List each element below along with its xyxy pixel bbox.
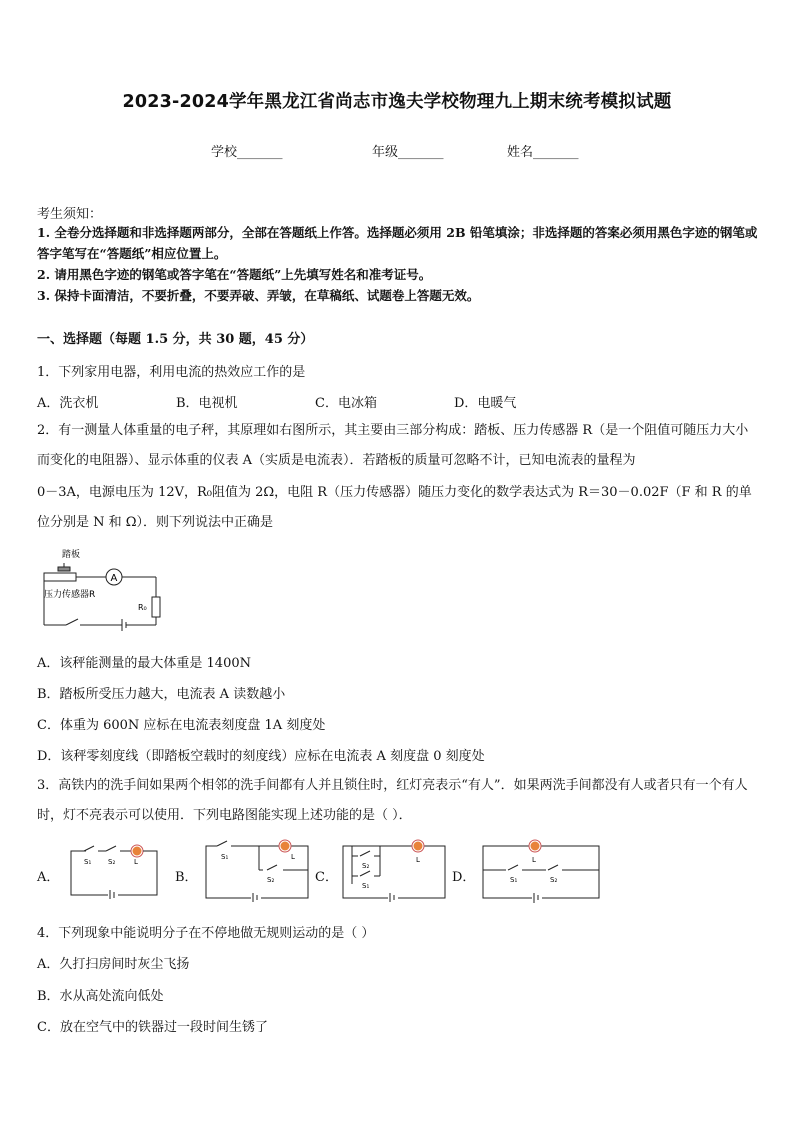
q2-option-a: A．该秤能测量的最大体重是 1400N bbox=[37, 656, 251, 671]
q1-stem: 1．下列家用电器，利用电流的热效应工作的是 bbox=[37, 365, 306, 380]
svg-text:R₀: R₀ bbox=[138, 603, 147, 612]
svg-text:S₁: S₁ bbox=[221, 853, 229, 861]
svg-text:S₁: S₁ bbox=[510, 876, 518, 884]
grade-field: 年级_______ bbox=[372, 145, 444, 160]
q2-stem-2: 0－3A，电源电压为 12V，R₀阻值为 2Ω，电阻 R（压力传感器）随压力变化的数学表达式为 R＝30－0.02F（F 和 R 的单位分别是 N 和 Ω）．则下列说法中正确是 bbox=[37, 485, 752, 530]
q4-stem: 4．下列现象中能说明分子在不停地做无规则运动的是（ ） bbox=[37, 926, 375, 941]
q1-option-d: D．电暖气 bbox=[454, 396, 517, 411]
section-heading: 一、选择题（每题 1.5 分，共 30 题，45 分） bbox=[37, 332, 314, 347]
q1-option-b: B．电视机 bbox=[176, 396, 238, 411]
q2-option-b: B．踏板所受压力越大，电流表 A 读数越小 bbox=[37, 687, 286, 702]
q3-circuit-b bbox=[203, 838, 313, 902]
q2-circuit-figure bbox=[38, 545, 163, 637]
school-field: 学校_______ bbox=[211, 145, 283, 160]
switch-icon bbox=[66, 619, 78, 625]
svg-text:S₂: S₂ bbox=[550, 876, 558, 884]
q2-stem-1: 2．有一测量人体重量的电子秤，其原理如右图所示，其主要由三部分构成：踏板、压力传感器 R（是一个阻值可随压力大小而变化的电阻器）、显示体重的仪表 A（实质是电流表）．若踏板的质量可忽略不计，已知电流表的量程为 bbox=[37, 423, 749, 468]
q3-option-c-label: C． bbox=[315, 870, 338, 885]
svg-text:S₂: S₂ bbox=[362, 862, 370, 870]
sensor-label: 压力传感器R bbox=[44, 590, 96, 600]
q3-circuit-c bbox=[340, 838, 450, 902]
svg-text:L: L bbox=[134, 858, 138, 866]
name-field: 姓名_______ bbox=[507, 145, 579, 160]
svg-text:S₂: S₂ bbox=[267, 876, 275, 884]
svg-text:A: A bbox=[110, 573, 118, 584]
q4-option-a: A．久打扫房间时灰尘飞扬 bbox=[37, 957, 190, 972]
q4-option-b: B．水从高处流向低处 bbox=[37, 989, 164, 1004]
svg-text:L: L bbox=[416, 856, 420, 864]
svg-text:L: L bbox=[532, 856, 536, 864]
q3-option-b-label: B． bbox=[175, 870, 198, 885]
q3-circuit-a bbox=[68, 843, 163, 899]
q2-option-c: C．体重为 600N 应标在电流表刻度盘 1A 刻度处 bbox=[37, 718, 326, 733]
pedal-label: 踏板 bbox=[62, 550, 81, 560]
q4-option-c: C．放在空气中的铁器过一段时间生锈了 bbox=[37, 1020, 268, 1035]
q1-option-a: A．洗衣机 bbox=[37, 396, 99, 411]
svg-text:L: L bbox=[291, 853, 295, 861]
page-title: 2023-2024学年黑龙江省尚志市逸夫学校物理九上期末统考模拟试题 bbox=[122, 92, 672, 112]
notice-item-2: 2. 请用黑色字迹的钢笔或答字笔在“答题纸”上先填写姓名和准考证号。 bbox=[37, 267, 432, 282]
q3-option-d-label: D． bbox=[452, 870, 476, 885]
q1-option-c: C．电冰箱 bbox=[315, 396, 377, 411]
svg-text:S₁: S₁ bbox=[362, 882, 370, 890]
notice-item-3: 3. 保持卡面清洁，不要折叠，不要弄破、弄皱，在草稿纸、试题卷上答题无效。 bbox=[37, 288, 480, 303]
q3-circuit-d bbox=[480, 834, 602, 904]
q3-stem: 3．高铁内的洗手间如果两个相邻的洗手间都有人并且锁住时，红灯亮表示“有人”．如果两洗手间都没有人或者只有一个有人时，灯不亮表示可以使用．下列电路图能实现上述功能的是（ ）． bbox=[37, 778, 748, 823]
svg-text:S₂: S₂ bbox=[108, 858, 116, 866]
q2-option-d: D．该秤零刻度线（即踏板空载时的刻度线）应标在电流表 A 刻度盘 0 刻度处 bbox=[37, 749, 485, 764]
notice-item-1: 1. 全卷分选择题和非选择题两部分，全部在答题纸上作答。选择题必须用 2B 铅笔填涂；非选择题的答案必须用黑色字迹的钢笔或答字笔写在“答题纸”相应位置上。 bbox=[37, 225, 758, 261]
svg-text:S₁: S₁ bbox=[84, 858, 92, 866]
notice-heading: 考生须知： bbox=[37, 207, 103, 222]
q3-option-a-label: A． bbox=[37, 870, 60, 885]
resistor-icon bbox=[152, 597, 160, 617]
